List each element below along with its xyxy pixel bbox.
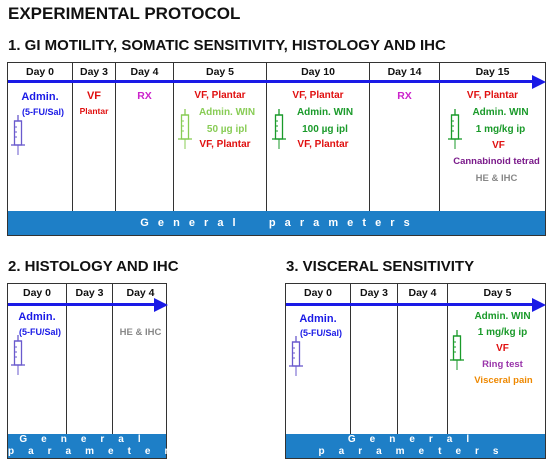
- s1-day3-vf: VF: [86, 90, 102, 102]
- s2-day4-label: Day 4: [126, 287, 155, 299]
- s1-day15-tetrad: Cannabinoid tetrad: [453, 156, 540, 167]
- s1-day15-vf2: VF: [492, 140, 505, 151]
- s1-day5-admin: Admin. WIN: [198, 107, 256, 118]
- s3-day5-label: Day 5: [483, 287, 512, 299]
- s3-day4-label: Day 4: [408, 287, 437, 299]
- s2-day3-label: Day 3: [75, 287, 104, 299]
- syringe-icon: [450, 330, 464, 370]
- page-title: EXPERIMENTAL PROTOCOL: [8, 4, 241, 23]
- s1-day5-dose: 50 µg ipl: [206, 124, 248, 135]
- syringe-icon: [448, 109, 462, 149]
- s1-day15-label: Day 15: [475, 66, 510, 78]
- section3-title: 3. VISCERAL SENSITIVITY: [286, 258, 475, 275]
- syringe-icon: [11, 335, 25, 375]
- s1-col-day4: [115, 63, 173, 211]
- s1-day10-vf2: VF, Plantar: [297, 139, 349, 150]
- s3-timeline-arrow: [286, 303, 534, 306]
- s3-parameters-label: parameters: [318, 446, 513, 457]
- syringe-icon: [289, 336, 303, 376]
- s1-day5-vf1: VF, Plantar: [194, 90, 246, 101]
- s3-day0-admin: Admin.: [299, 313, 337, 325]
- s3-col-day4: [397, 284, 447, 434]
- s1-general-parameters-band: [8, 211, 545, 235]
- s3-day5-visceral-pain: Visceral pain: [474, 375, 533, 386]
- s2-col-day3: [66, 284, 112, 434]
- s2-day0-admin: Admin.: [18, 311, 56, 323]
- s3-general-parameters-band: [286, 434, 545, 458]
- s1-day0-admin: Admin.: [21, 91, 59, 103]
- s1-col-day0: [8, 63, 72, 211]
- s3-day0-label: Day 0: [303, 287, 333, 299]
- s1-col-day3: [72, 63, 115, 211]
- s1-col-day10: [266, 63, 369, 211]
- s1-day10-dose: 100 µg ipl: [302, 124, 348, 135]
- s3-general-label: General: [347, 434, 484, 445]
- s3-col-day0: [286, 284, 350, 434]
- s1-col-day5: [173, 63, 266, 211]
- s3-day0-treatment: (5-FU/Sal): [299, 328, 342, 338]
- s3-day5-vf: VF: [496, 343, 509, 354]
- s1-day15-vf1: VF, Plantar: [466, 90, 519, 101]
- section2-title: 2. HISTOLOGY AND IHC: [8, 258, 179, 275]
- s1-day4-rx: RX: [137, 90, 152, 102]
- s1-day10-vf1: VF, Plantar: [292, 90, 344, 101]
- s2-timeline-arrow: [8, 303, 156, 306]
- s1-day4-label: Day 4: [130, 66, 159, 78]
- s3-col-day3: [350, 284, 397, 434]
- section2-timeline: [7, 283, 202, 459]
- s1-day15-histology: HE & IHC: [475, 173, 518, 184]
- s1-day0-treatment: (5-FU/Sal): [21, 107, 64, 117]
- s1-day3-label: Day 3: [79, 66, 109, 78]
- s1-day14-label: Day 14: [387, 66, 422, 78]
- s1-day10-admin: Admin. WIN: [296, 107, 354, 118]
- syringe-icon: [178, 109, 192, 149]
- syringe-icon: [272, 109, 286, 149]
- section1-title: 1. GI MOTILITY, SOMATIC SENSITIVITY, HISTOLOGY AND IHC: [8, 37, 446, 54]
- s1-arrow-head: [532, 75, 546, 89]
- s1-day0-label: Day 0: [25, 66, 55, 78]
- s2-general-label: General: [19, 434, 155, 445]
- s2-day4-histology: HE & IHC: [119, 327, 162, 338]
- s3-day3-label: Day 3: [359, 287, 389, 299]
- s3-day5-ring-test: Ring test: [482, 359, 523, 370]
- s1-day14-rx: RX: [397, 90, 412, 102]
- s1-day5-label: Day 5: [205, 66, 235, 78]
- s2-general-parameters-band: [8, 434, 202, 458]
- s3-arrow-head: [532, 298, 546, 312]
- s1-day5-vf2: VF, Plantar: [199, 139, 251, 150]
- s1-col-day14: [369, 63, 439, 211]
- s2-col-day0: [8, 284, 66, 434]
- s1-day3-plantar: Plantar: [79, 106, 109, 116]
- s2-day0-treatment: (5-FU/Sal): [18, 327, 61, 337]
- s1-timeline-arrow: [8, 80, 534, 83]
- s1-general-parameters-label: G e n e r a l p a r a m e t e r s: [140, 217, 413, 229]
- s2-day0-label: Day 0: [22, 287, 52, 299]
- s3-day5-dose: 1 mg/kg ip: [477, 327, 528, 338]
- syringe-icon: [11, 115, 25, 155]
- s2-parameters-label: parameters: [8, 446, 202, 457]
- section1-timeline: [7, 62, 546, 236]
- s1-day15-dose: 1 mg/kg ip: [475, 124, 526, 135]
- s1-col-day15: [439, 63, 545, 211]
- s1-day10-label: Day 10: [301, 66, 335, 78]
- s3-day5-admin: Admin. WIN: [474, 311, 531, 322]
- s2-arrow-head: [154, 298, 168, 312]
- s1-day15-admin: Admin. WIN: [472, 107, 529, 118]
- section3-timeline: [285, 283, 546, 459]
